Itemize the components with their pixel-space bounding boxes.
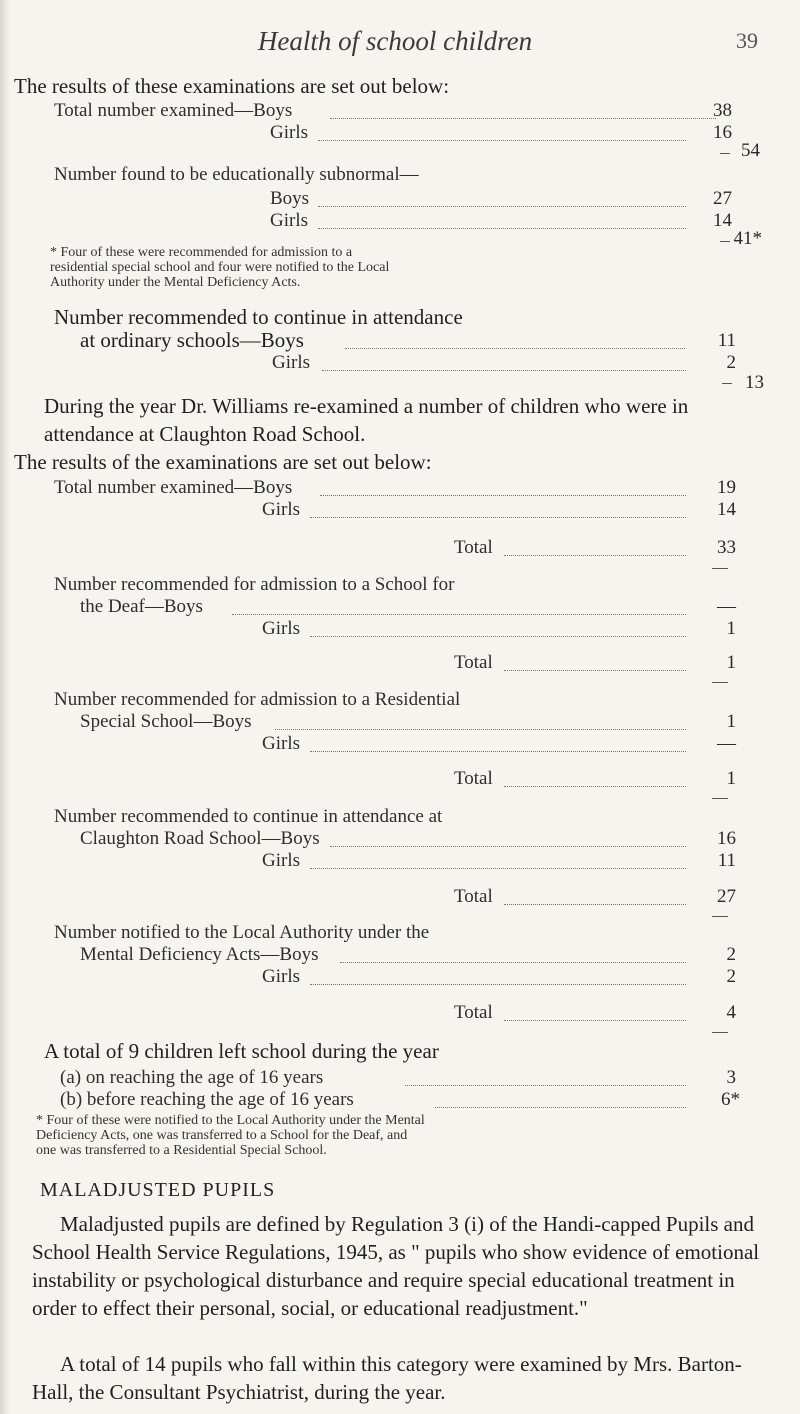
s1-cont-sum-value: 13 bbox=[745, 372, 764, 393]
rule bbox=[712, 916, 728, 917]
s2-res-girls-value: — bbox=[717, 733, 736, 754]
s2-res-label-2: Special School—Boys bbox=[80, 711, 252, 732]
s2-md-total-label: Total bbox=[454, 1002, 493, 1023]
s2-claughton-girls-label: Girls bbox=[262, 850, 300, 871]
s2-claughton-label-1: Number recommended to continue in attendance at bbox=[54, 806, 443, 827]
s1-continue-label-2: at ordinary schools—Boys bbox=[80, 328, 304, 352]
s2-res-total-label: Total bbox=[454, 768, 493, 789]
s2-claughton-total-value: 27 bbox=[717, 886, 736, 907]
dot-leader bbox=[504, 904, 686, 905]
s2-res-girls-label: Girls bbox=[262, 733, 300, 754]
s2-deaf-total-label: Total bbox=[454, 652, 493, 673]
rule bbox=[712, 798, 728, 799]
dot-leader bbox=[310, 868, 686, 869]
dot-leader bbox=[310, 636, 686, 637]
s1-sub-boys-label: Boys bbox=[270, 188, 310, 209]
s1-total-label: Total number examined—Boys bbox=[54, 100, 293, 121]
left-school-b-value: 6* bbox=[721, 1089, 740, 1110]
s2-intro: The results of the examinations are set out below: bbox=[14, 450, 432, 474]
left-school-a-label: (a) on reaching the age of 16 years bbox=[60, 1067, 324, 1088]
s2-examined-label: Total number examined—Boys bbox=[54, 477, 293, 498]
s1-continue-label-1: Number recommended to continue in attendance bbox=[54, 305, 463, 329]
dot-leader bbox=[330, 846, 686, 847]
s2-examined-total-value: 33 bbox=[717, 537, 736, 558]
dot-leader bbox=[318, 206, 686, 207]
left-school-b-label: (b) before reaching the age of 16 years bbox=[60, 1089, 354, 1110]
s2-claughton-label-2: Claughton Road School—Boys bbox=[80, 828, 320, 849]
s2-examined-girls-value: 14 bbox=[717, 499, 736, 520]
dot-leader bbox=[320, 495, 686, 496]
page-edge-shadow bbox=[0, 0, 10, 1414]
s2-examined-boys-value: 19 bbox=[717, 477, 736, 498]
s1-cont-boys-value: 11 bbox=[717, 330, 736, 351]
s1-subnormal-label: Number found to be educationally subnormal— bbox=[54, 164, 419, 185]
s2-res-total-value: 1 bbox=[726, 768, 736, 789]
footnote-1: * Four of these were recommended for admission to a residential special school and four were notified to the Local Authority under the Mental Deficiency Acts. bbox=[50, 245, 390, 290]
s2-md-girls-label: Girls bbox=[262, 966, 300, 987]
s2-md-total-value: 4 bbox=[726, 1002, 736, 1023]
intro-line: The results of these examinations are set out below: bbox=[14, 74, 450, 98]
page-number: 39 bbox=[736, 28, 758, 53]
dot-leader bbox=[405, 1085, 686, 1086]
rule bbox=[712, 1032, 728, 1033]
dot-leader bbox=[318, 140, 686, 141]
s1-sum-value: 54 bbox=[741, 140, 760, 161]
s2-girls-label: Girls bbox=[262, 499, 300, 520]
s2-deaf-girls-value: 1 bbox=[726, 618, 736, 639]
footnote-2: * Four of these were notified to the Local Authority under the Mental Deficiency Acts, one was transferred to a School for the Deaf, and one was transferred to a Residential Special School. bbox=[36, 1113, 425, 1158]
dot-leader bbox=[322, 370, 686, 371]
dot-leader bbox=[504, 555, 686, 556]
s2-res-label-1: Number recommended for admission to a Residential bbox=[54, 689, 461, 710]
s1-cont-girls-value: 2 bbox=[726, 352, 736, 373]
s2-md-boys-value: 2 bbox=[726, 944, 736, 965]
s2-res-boys-value: 1 bbox=[726, 711, 736, 732]
during-paragraph: During the year Dr. Williams re-examined a number of children who were in attendance at Claughton Road School. bbox=[44, 394, 689, 446]
s1-boys-value: 38 bbox=[713, 100, 732, 121]
dot-leader bbox=[340, 962, 686, 963]
dot-leader bbox=[310, 984, 686, 985]
dot-leader bbox=[504, 1020, 686, 1021]
dot-leader bbox=[504, 786, 686, 787]
s2-total-label: Total bbox=[454, 537, 493, 558]
left-school-a-value: 3 bbox=[726, 1067, 736, 1088]
s2-md-label-1: Number notified to the Local Authority under the bbox=[54, 922, 430, 943]
s1-cont-girls-label: Girls bbox=[272, 352, 310, 373]
maladjusted-para-1: Maladjusted pupils are defined by Regulation 3 (i) of the Handi-capped Pupils and School Health Service Regulations, 1945, as " pupils who show evidence of emotional instability or psychological disturbance and require special educational treatment in order to effect their personal, social, or educational readjustment." bbox=[32, 1212, 760, 1320]
rule bbox=[712, 568, 728, 569]
dot-leader bbox=[330, 118, 716, 119]
maladjusted-para-2: A total of 14 pupils who fall within this category were examined by Mrs. Barton-Hall, the Consultant Psychiatrist, during the year. bbox=[32, 1352, 742, 1404]
s1-sub-sum-value: 41* bbox=[733, 228, 762, 249]
left-school-heading: A total of 9 children left school during the year bbox=[44, 1039, 439, 1063]
s2-claughton-total-label: Total bbox=[454, 886, 493, 907]
dot-leader bbox=[435, 1107, 686, 1108]
s2-claughton-girls-value: 11 bbox=[717, 850, 736, 871]
dot-leader bbox=[310, 517, 686, 518]
dot-leader bbox=[318, 228, 686, 229]
dot-leader bbox=[504, 670, 686, 671]
running-header bbox=[0, 26, 800, 62]
running-title: Health of school children bbox=[257, 26, 533, 56]
s1-sub-boys-value: 27 bbox=[713, 188, 732, 209]
s2-deaf-girls-label: Girls bbox=[262, 618, 300, 639]
s1-girls-value: 16 bbox=[713, 122, 732, 143]
s1-sub-girls-label: Girls bbox=[270, 210, 308, 231]
s1-girls-label: Girls bbox=[270, 122, 308, 143]
dot-leader bbox=[232, 614, 686, 615]
s2-md-label-2: Mental Deficiency Acts—Boys bbox=[80, 944, 319, 965]
s2-deaf-total-value: 1 bbox=[726, 652, 736, 673]
dot-leader bbox=[345, 348, 685, 349]
s2-claughton-boys-value: 16 bbox=[717, 828, 736, 849]
rule bbox=[712, 682, 728, 683]
s2-deaf-label-2: the Deaf—Boys bbox=[80, 596, 203, 617]
dot-leader bbox=[275, 729, 686, 730]
s2-deaf-label-1: Number recommended for admission to a School for bbox=[54, 574, 455, 595]
s2-md-girls-value: 2 bbox=[726, 966, 736, 987]
dot-leader bbox=[310, 751, 686, 752]
s1-sub-girls-value: 14 bbox=[713, 210, 732, 231]
maladjusted-heading: MALADJUSTED PUPILS bbox=[40, 1179, 276, 1201]
s2-deaf-boys-value: — bbox=[717, 596, 736, 617]
